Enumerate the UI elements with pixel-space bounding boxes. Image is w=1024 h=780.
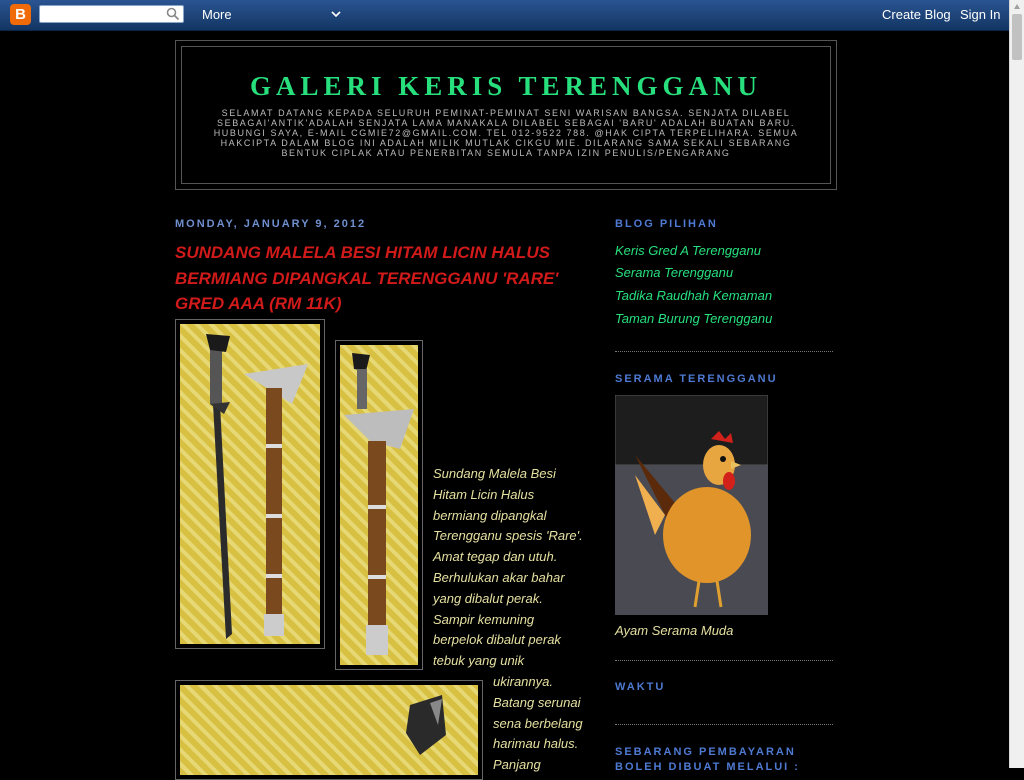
blog-description: SELAMAT DATANG KEPADA SELURUH PEMINAT-PEMINAT SENI WARISAN BANGSA. SENJATA DILABEL SEBAGAI'ANTIK'ADALAH SENJATA LAMA MANAKALA DILABEL SEBAGAI 'BARU' ADALAH BUATAN BARU. HUBUNGI SAYA, E-MAIL CGMIE72@GMAIL.COM. TEL 012-9522 788. @HAK CIPTA TERPELIHARA. SEMUA HAKCIPTA DALAM BLOG INI ADALAH MILIK MUTLAK CIKGU MIE. DILARANG SAMA SEKALI SEBARANG BENTUK CIPLAK ATAU PENERBITAN SEMULA TANPA IZIN PENULIS/PENGARANG <box>213 108 799 158</box>
post-body-line: bermiang dipangkal <box>433 507 547 523</box>
post-body-line: Sampir kemuning <box>433 611 535 627</box>
search-icon[interactable] <box>166 7 180 21</box>
post-body-line: Hitam Licin Halus <box>433 486 535 502</box>
serama-rooster-image[interactable] <box>615 395 768 615</box>
post-body-line: Sundang Malela Besi <box>433 466 556 481</box>
chevron-down-icon[interactable] <box>330 8 342 20</box>
post-body-line: Amat tegap dan utuh. <box>433 549 558 565</box>
sidebar-heading-blog-pilihan: BLOG PILIHAN <box>615 218 718 230</box>
scrollbar-thumb[interactable] <box>1012 14 1022 60</box>
keris-sheathed-illustration <box>340 345 418 665</box>
post-body-text-continued <box>493 672 588 776</box>
search-input[interactable] <box>39 5 184 23</box>
sidebar-divider <box>615 351 833 352</box>
page-scrollbar[interactable] <box>1009 0 1024 768</box>
post-body-line: tebuk yang unik <box>433 653 525 669</box>
sidebar-heading-pembayaran: SEBARANG PEMBAYARAN BOLEH DIBUAT MELALUI : <box>615 746 800 773</box>
scroll-up-arrow-icon[interactable] <box>1013 3 1021 11</box>
post-body-line: berpelok dibalut perak <box>433 632 561 648</box>
rooster-illustration <box>615 395 768 615</box>
post-body-line: yang dibalut perak. <box>433 590 543 606</box>
blog-header-inner <box>181 46 831 184</box>
post-body-line: sena berbelang <box>493 715 583 731</box>
sidebar-heading-serama: SERAMA TERENGGANU <box>615 373 778 385</box>
blog-title[interactable]: GALERI KERIS TERENGGANU <box>249 71 763 101</box>
sidebar-divider <box>615 660 833 661</box>
blog-header <box>175 40 837 190</box>
sidebar-link-keris-gred[interactable]: Keris Gred A Terengganu <box>615 243 761 258</box>
post-body-line: Panjang <box>493 757 541 773</box>
blogger-navbar <box>0 0 1009 31</box>
post-image-keris-full[interactable] <box>175 319 325 649</box>
post-body-line: Terengganu spesis 'Rare'. <box>433 528 583 544</box>
sidebar-divider <box>615 724 833 725</box>
post-date-header: MONDAY, JANUARY 9, 2012 <box>175 218 367 230</box>
serama-image-caption: Ayam Serama Muda <box>615 623 734 638</box>
post-image-keris-detail[interactable] <box>175 680 483 780</box>
post-body-line: ukirannya. <box>493 674 553 689</box>
sidebar-link-tadika[interactable]: Tadika Raudhah Kemaman <box>615 288 773 303</box>
post-body-line: Batang serunai <box>493 694 581 710</box>
post-body-line: Berhulukan akar bahar <box>433 569 565 585</box>
post-body-text <box>433 464 588 672</box>
keris-photo-illustration <box>180 324 320 644</box>
post-image-keris-sheathed[interactable] <box>335 340 423 670</box>
create-blog-link[interactable]: Create Blog <box>882 7 951 22</box>
more-menu-button[interactable]: More <box>202 7 232 22</box>
sidebar-link-taman-burung[interactable]: Taman Burung Terengganu <box>615 311 773 326</box>
sidebar-heading-waktu: WAKTU <box>615 681 666 693</box>
keris-detail-illustration <box>180 685 478 775</box>
post-body-line: harimau halus. <box>493 736 579 752</box>
sidebar-link-serama[interactable]: Serama Terengganu <box>615 265 734 280</box>
post-title[interactable]: SUNDANG MALELA BESI HITAM LICIN HALUS BERMIANG DIPANGKAL TERENGGANU 'RARE' GRED AAA (RM 11K) <box>175 243 559 313</box>
sign-in-link[interactable]: Sign In <box>960 7 1001 22</box>
blogger-logo-icon[interactable]: B <box>10 4 31 25</box>
